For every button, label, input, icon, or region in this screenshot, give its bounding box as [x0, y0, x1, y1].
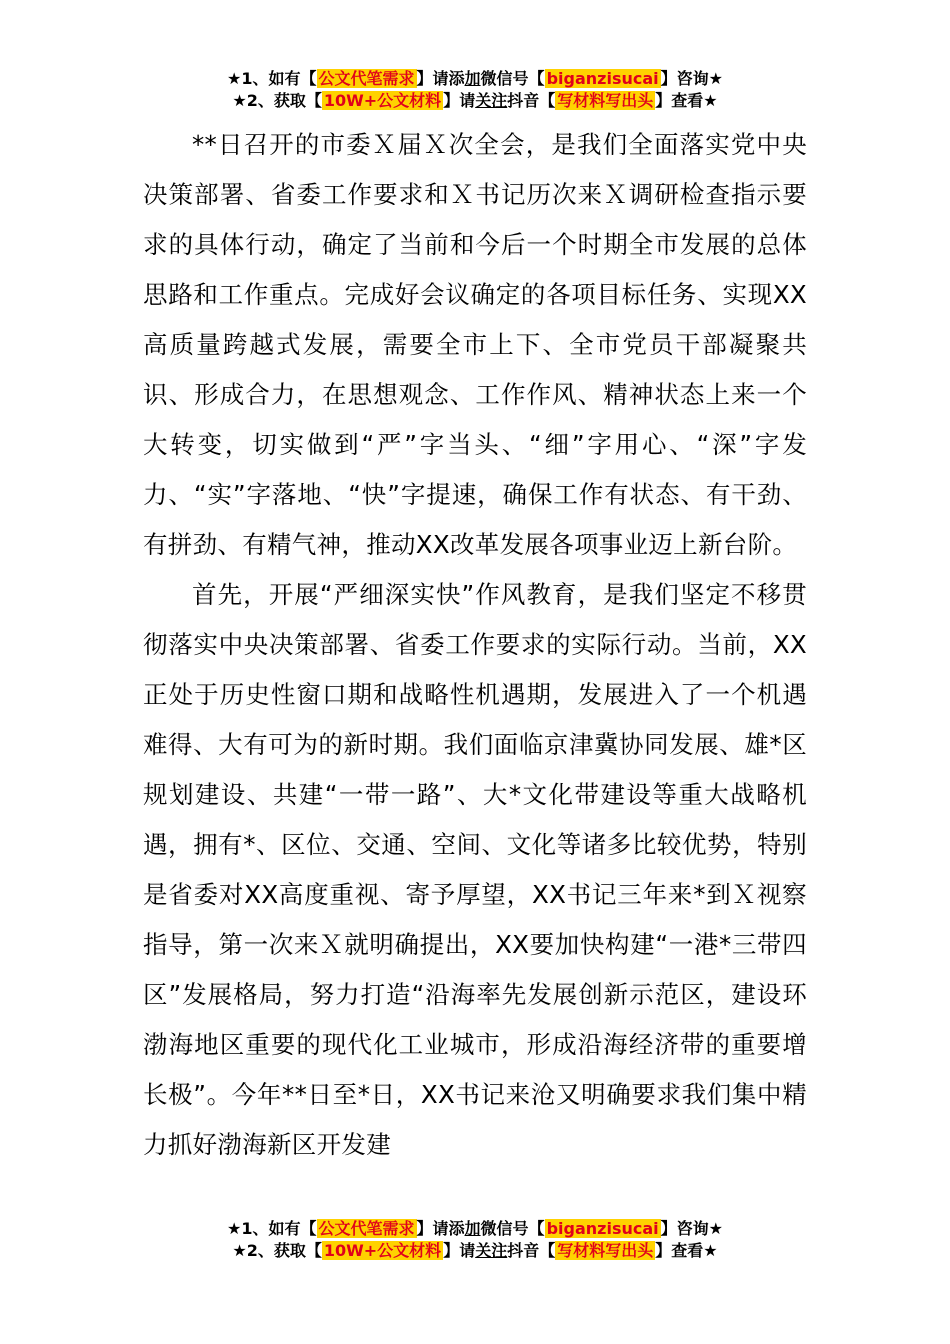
highlight-wechat-id: biganzisucai — [546, 69, 659, 88]
promo-line-1: ★1、如有【 公文代笔需求 】请添加微信号【 biganzisucai 】咨询★ — [227, 1219, 723, 1238]
highlight-douyin-account: 写材料写出头 — [557, 1241, 654, 1260]
document-body — [143, 120, 807, 1170]
highlight-materials: 10W+公文材料 — [323, 91, 442, 110]
paragraph-1: **日召开的市委Ｘ届Ｘ次全会，是我们全面落实党中央决策部署、省委工作要求和Ｘ书记历次来Ｘ调研检查指示要求的具体行动，确定了当前和今后一个时期全市发展的总体思路和工作重点。完成好会议确定的各项目标任务、实现XX高质量跨越式发展，需要全市上下、全市党员干部凝聚共识、形成合力，在思想观念、工作作风、精神状态上来一个大转变，切实做到“严”字当头、“细”字用心、“深”字发力、“实”字落地、“快”字提速，确保工作有状态、有干劲、有拼劲、有精气神，推动XX改革发展各项事业迈上新台阶。 — [143, 130, 807, 559]
promo-banner-bottom — [0, 1218, 950, 1262]
promo-line-2: ★2、获取【 10W+公文材料 】请关注抖音【 写材料写出头 】查看★ — [232, 91, 718, 110]
highlight-service: 公文代笔需求 — [318, 1219, 415, 1238]
highlight-materials: 10W+公文材料 — [323, 1241, 442, 1260]
promo-line-1: ★1、如有【 公文代笔需求 】请添加微信号【 biganzisucai 】咨询★ — [227, 69, 723, 88]
highlight-service: 公文代笔需求 — [318, 69, 415, 88]
highlight-douyin-account: 写材料写出头 — [557, 91, 654, 110]
paragraph-2: 首先，开展“严细深实快”作风教育，是我们坚定不移贯彻落实中央决策部署、省委工作要求的实际行动。当前，XX正处于历史性窗口期和战略性机遇期，发展进入了一个机遇难得、大有可为的新时期。我们面临京津冀协同发展、雄*区规划建设、共建“一带一路”、大*文化带建设等重大战略机遇，拥有*、区位、交通、空间、文化等诸多比较优势，特别是省委对XX高度重视、寄予厚望，XX书记三年来*到Ｘ视察指导，第一次来Ｘ就明确提出，XX要加快构建“一港*三带四区”发展格局，努力打造“沿海率先发展创新示范区，建设环渤海地区重要的现代化工业城市，形成沿海经济带的重要增长极”。今年**日至*日，XX书记来沧又明确要求我们集中精力抓好渤海新区开发建 — [143, 580, 807, 1159]
promo-line-2: ★2、获取【 10W+公文材料 】请关注抖音【 写材料写出头 】查看★ — [232, 1241, 718, 1260]
highlight-wechat-id: biganzisucai — [546, 1219, 659, 1238]
promo-banner-top — [0, 68, 950, 112]
